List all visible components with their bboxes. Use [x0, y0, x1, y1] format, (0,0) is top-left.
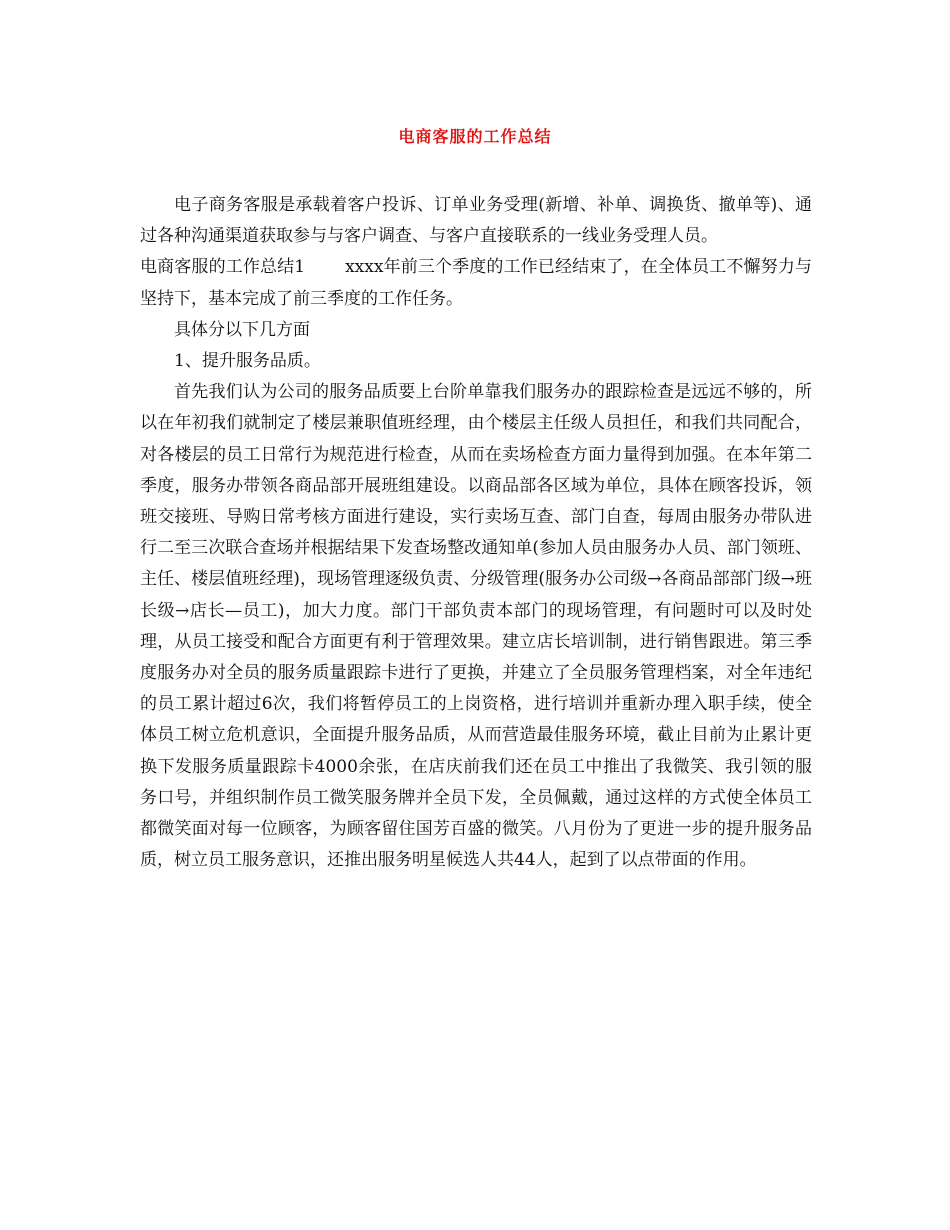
intro-paragraph: 电子商务客服是承载着客户投诉、订单业务受理(新增、补单、调换货、撤单等)、通过各种沟通渠道获取参与与客户调查、与客户直接联系的一线业务受理人员。 [140, 195, 812, 247]
point1-body: 首先我们认为公司的服务品质要上台阶单靠我们服务办的跟踪检查是远远不够的，所以在年初我们就制定了楼层兼职值班经理，由个楼层主任级人员担任，和我们共同配合，对各楼层的员工日常行为规范进行检查，从而在卖场检查方面力量得到加强。在本年第二季度，服务办带领各商品部开展班组建设。以商品部各区域为单位，具体在顾客投诉，领班交接班、导购日常考核方面进行建设，实行卖场互查、部门自查，每周由服务办带队进行二至三次联合查场并根据结果下发查场整改通知单(参加人员由服务办人员、部门领班、主任、楼层值班经理)，现场管理逐级负责、分级管理(服务办公司级→各商品部部门级→班长级→店长—员工)，加大力度。部门干部负责本部门的现场管理，有问题时可以及时处理，从员工接受和配合方面更有利于管理效果。建立店长培训制，进行销售跟进。第三季度服务办对全员的服务质量跟踪卡进行了更换，并建立了全员服务管理档案，对全年违纪的员工累计超过6次，我们将暂停员工的上岗资格，进行培训并重新办理入职手续，使全体员工树立危机意识，全面提升服务品质，从而营造最佳服务环境，截止目前为止累计更换下发服务质量跟踪卡4000余张，在店庆前我们还在员工中推出了我微笑、我引领的服务口号，并组织制作员工微笑服务牌并全员下发，全员佩戴，通过这样的方式使全体员工都微笑面对每一位顾客，为顾客留住国芳百盛的微笑。八月份为了更进一步的提升服务品质，树立员工服务意识，还推出服务明星候选人共44人，起到了以点带面的作用。 [140, 382, 812, 871]
section-lead: xxxx年前三个季度的工作已经结束了，在全体员工不懈努力与坚持下，基本完成了前三季度的工作任务。 [140, 257, 812, 309]
document-body [140, 190, 812, 876]
aspects-intro: 具体分以下几方面 [174, 319, 310, 340]
document-title: 电商客服的工作总结 [398, 127, 552, 146]
section-heading: 电商客服的工作总结1 [140, 257, 306, 278]
point1-heading: 1、提升服务品质。 [174, 351, 321, 372]
section-paragraph [140, 252, 812, 314]
